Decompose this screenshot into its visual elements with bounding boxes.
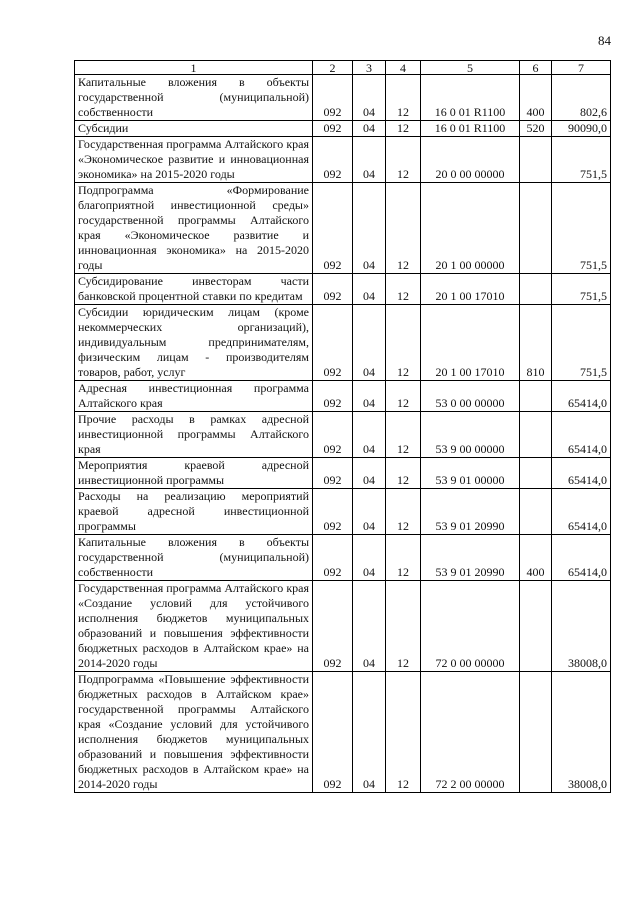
expense-type-cell: 400 [520, 75, 552, 121]
target-article-cell: 16 0 01 R1100 [421, 75, 520, 121]
table-row [75, 274, 611, 305]
subsection-code-cell: 12 [386, 305, 421, 381]
section-code-cell: 04 [353, 75, 386, 121]
grbs-code-cell: 092 [313, 75, 353, 121]
amount-cell: 38008,0 [552, 581, 611, 672]
expense-name-cell: Подпрограмма «Повышение эффективности бюджетных расходов в Алтайском крае» государственной программы Алтайского края «Создание условий для устойчивого исполнения бюджетов муниципальных образований и повышения эффективности бюджетных расходов в Алтайском крае» на 2014-2020 годы [75, 672, 313, 793]
table-row [75, 458, 611, 489]
expense-name-cell: Субсидии [75, 121, 313, 137]
section-code-cell: 04 [353, 458, 386, 489]
expense-name-cell: Прочие расходы в рамках адресной инвестиционной программы Алтайского края [75, 412, 313, 458]
grbs-code-cell: 092 [313, 672, 353, 793]
target-article-cell: 53 9 01 20990 [421, 489, 520, 535]
expense-type-cell [520, 412, 552, 458]
subsection-code-cell: 12 [386, 581, 421, 672]
expense-name-cell: Государственная программа Алтайского края «Создание условий для устойчивого исполнения бюджетов муниципальных образований и повышения эффективности бюджетных расходов в Алтайском крае» на 2014-2020 годы [75, 581, 313, 672]
amount-cell: 65414,0 [552, 535, 611, 581]
target-article-cell: 53 0 00 00000 [421, 381, 520, 412]
expense-type-cell [520, 137, 552, 183]
grbs-code-cell: 092 [313, 305, 353, 381]
section-code-cell: 04 [353, 121, 386, 137]
grbs-code-cell: 092 [313, 183, 353, 274]
table-row [75, 412, 611, 458]
column-header: 3 [353, 61, 386, 75]
table-row [75, 305, 611, 381]
column-header: 2 [313, 61, 353, 75]
subsection-code-cell: 12 [386, 381, 421, 412]
expense-name-cell: Государственная программа Алтайского края «Экономическое развитие и инновационная экономика» на 2015-2020 годы [75, 137, 313, 183]
section-code-cell: 04 [353, 672, 386, 793]
table-row [75, 183, 611, 274]
section-code-cell: 04 [353, 274, 386, 305]
subsection-code-cell: 12 [386, 412, 421, 458]
section-code-cell: 04 [353, 535, 386, 581]
expense-name-cell: Адресная инвестиционная программа Алтайского края [75, 381, 313, 412]
section-code-cell: 04 [353, 489, 386, 535]
expense-type-cell [520, 274, 552, 305]
subsection-code-cell: 12 [386, 489, 421, 535]
expense-type-cell [520, 672, 552, 793]
table-row [75, 672, 611, 793]
table-row [75, 381, 611, 412]
amount-cell: 65414,0 [552, 458, 611, 489]
amount-cell: 751,5 [552, 305, 611, 381]
expense-name-cell: Подпрограмма «Формирование благоприятной инвестиционной среды» государственной программы Алтайского края «Экономическое развитие и инновационная экономика» на 2015-2020 годы [75, 183, 313, 274]
subsection-code-cell: 12 [386, 75, 421, 121]
section-code-cell: 04 [353, 381, 386, 412]
column-header: 1 [75, 61, 313, 75]
target-article-cell: 20 1 00 00000 [421, 183, 520, 274]
target-article-cell: 20 1 00 17010 [421, 274, 520, 305]
grbs-code-cell: 092 [313, 121, 353, 137]
expense-type-cell [520, 489, 552, 535]
target-article-cell: 20 0 00 00000 [421, 137, 520, 183]
section-code-cell: 04 [353, 581, 386, 672]
table-row [75, 581, 611, 672]
column-header: 5 [421, 61, 520, 75]
grbs-code-cell: 092 [313, 137, 353, 183]
subsection-code-cell: 12 [386, 458, 421, 489]
expense-type-cell [520, 458, 552, 489]
section-code-cell: 04 [353, 305, 386, 381]
grbs-code-cell: 092 [313, 581, 353, 672]
target-article-cell: 20 1 00 17010 [421, 305, 520, 381]
column-header: 7 [552, 61, 611, 75]
section-code-cell: 04 [353, 412, 386, 458]
expense-type-cell: 520 [520, 121, 552, 137]
expense-name-cell: Расходы на реализацию мероприятий краевой адресной инвестиционной программы [75, 489, 313, 535]
grbs-code-cell: 092 [313, 381, 353, 412]
budget-table [74, 60, 611, 793]
amount-cell: 751,5 [552, 274, 611, 305]
subsection-code-cell: 12 [386, 183, 421, 274]
page-number: 84 [598, 33, 611, 48]
expense-name-cell: Субсидии юридическим лицам (кроме некоммерческих организаций), индивидуальным предпринимателям, физическим лицам - производителям товаров, работ, услуг [75, 305, 313, 381]
amount-cell: 802,6 [552, 75, 611, 121]
table-row [75, 535, 611, 581]
grbs-code-cell: 092 [313, 535, 353, 581]
expense-type-cell: 400 [520, 535, 552, 581]
grbs-code-cell: 092 [313, 489, 353, 535]
section-code-cell: 04 [353, 137, 386, 183]
subsection-code-cell: 12 [386, 274, 421, 305]
table-row [75, 121, 611, 137]
expense-name-cell: Субсидирование инвесторам части банковской процентной ставки по кредитам [75, 274, 313, 305]
expense-type-cell [520, 183, 552, 274]
column-header: 6 [520, 61, 552, 75]
expense-type-cell: 810 [520, 305, 552, 381]
amount-cell: 38008,0 [552, 672, 611, 793]
amount-cell: 751,5 [552, 183, 611, 274]
amount-cell: 65414,0 [552, 489, 611, 535]
target-article-cell: 53 9 01 20990 [421, 535, 520, 581]
expense-name-cell: Капитальные вложения в объекты государственной (муниципальной) собственности [75, 535, 313, 581]
table-row [75, 489, 611, 535]
column-header: 4 [386, 61, 421, 75]
amount-cell: 90090,0 [552, 121, 611, 137]
target-article-cell: 53 9 00 00000 [421, 412, 520, 458]
table-header-row [75, 61, 611, 75]
amount-cell: 65414,0 [552, 412, 611, 458]
amount-cell: 65414,0 [552, 381, 611, 412]
grbs-code-cell: 092 [313, 458, 353, 489]
target-article-cell: 72 0 00 00000 [421, 581, 520, 672]
subsection-code-cell: 12 [386, 137, 421, 183]
expense-name-cell: Капитальные вложения в объекты государственной (муниципальной) собственности [75, 75, 313, 121]
subsection-code-cell: 12 [386, 535, 421, 581]
expense-type-cell [520, 581, 552, 672]
subsection-code-cell: 12 [386, 672, 421, 793]
grbs-code-cell: 092 [313, 412, 353, 458]
table-row [75, 137, 611, 183]
target-article-cell: 72 2 00 00000 [421, 672, 520, 793]
target-article-cell: 16 0 01 R1100 [421, 121, 520, 137]
subsection-code-cell: 12 [386, 121, 421, 137]
grbs-code-cell: 092 [313, 274, 353, 305]
amount-cell: 751,5 [552, 137, 611, 183]
section-code-cell: 04 [353, 183, 386, 274]
target-article-cell: 53 9 01 00000 [421, 458, 520, 489]
table-row [75, 75, 611, 121]
expense-name-cell: Мероприятия краевой адресной инвестиционной программы [75, 458, 313, 489]
expense-type-cell [520, 381, 552, 412]
